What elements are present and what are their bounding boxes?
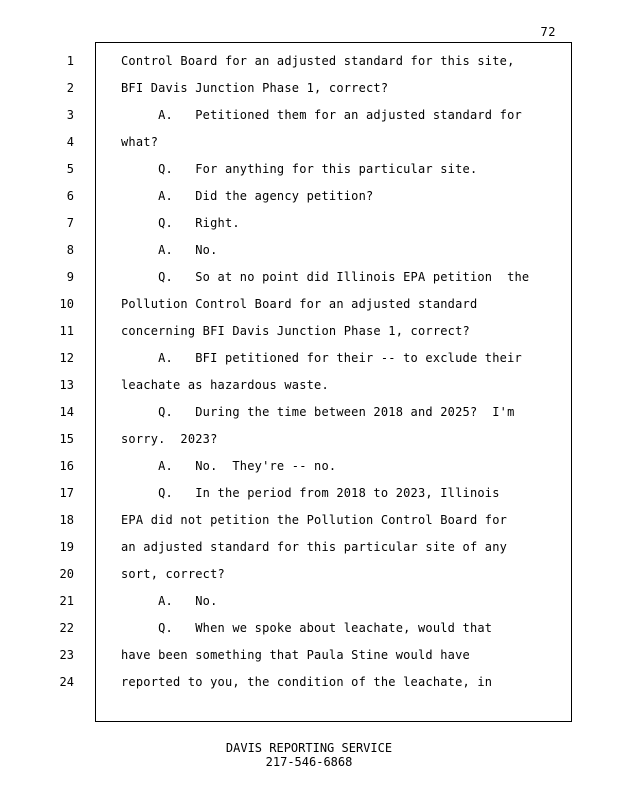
line-text: leachate as hazardous waste. bbox=[121, 378, 329, 392]
line-number: 2 bbox=[66, 81, 74, 95]
line-text: A. No. bbox=[121, 594, 218, 608]
line-text: an adjusted standard for this particular site of any bbox=[121, 540, 508, 554]
line-text: Q. In the period from 2018 to 2023, Illinois bbox=[121, 486, 500, 500]
line-number: 10 bbox=[59, 297, 74, 311]
transcript-line bbox=[0, 404, 618, 431]
line-text: what? bbox=[121, 135, 159, 149]
line-text: A. No. They're -- no. bbox=[121, 459, 337, 473]
line-text: concerning BFI Davis Junction Phase 1, correct? bbox=[121, 324, 470, 338]
transcript-line bbox=[0, 161, 618, 188]
line-text: sort, correct? bbox=[121, 567, 225, 581]
line-text: A. Did the agency petition? bbox=[121, 189, 374, 203]
line-number: 22 bbox=[59, 621, 74, 635]
line-number: 18 bbox=[59, 513, 74, 527]
line-number: 1 bbox=[66, 54, 74, 68]
line-number: 9 bbox=[66, 270, 74, 284]
footer-company: DAVIS REPORTING SERVICE bbox=[225, 741, 393, 755]
line-number: 6 bbox=[66, 189, 74, 203]
transcript-line bbox=[0, 296, 618, 323]
line-number: 13 bbox=[59, 378, 74, 392]
line-number: 17 bbox=[59, 486, 74, 500]
transcript-line bbox=[0, 323, 618, 350]
line-text: BFI Davis Junction Phase 1, correct? bbox=[121, 81, 389, 95]
line-number: 5 bbox=[66, 162, 74, 176]
transcript-line bbox=[0, 134, 618, 161]
transcript-line bbox=[0, 647, 618, 674]
line-number: 4 bbox=[66, 135, 74, 149]
transcript-line bbox=[0, 539, 618, 566]
line-number: 3 bbox=[66, 108, 74, 122]
transcript-line bbox=[0, 377, 618, 404]
transcript-line bbox=[0, 188, 618, 215]
transcript-line bbox=[0, 485, 618, 512]
line-number: 19 bbox=[59, 540, 74, 554]
line-text: Q. During the time between 2018 and 2025? I'm bbox=[121, 405, 515, 419]
line-text: A. BFI petitioned for their -- to exclude their bbox=[121, 351, 522, 365]
footer bbox=[0, 741, 618, 769]
line-number: 8 bbox=[66, 243, 74, 257]
line-text: A. Petitioned them for an adjusted standard for bbox=[121, 108, 522, 122]
page-number: 72 bbox=[540, 25, 556, 39]
line-text: EPA did not petition the Pollution Control Board for bbox=[121, 513, 508, 527]
transcript-line bbox=[0, 620, 618, 647]
line-text: Q. So at no point did Illinois EPA petition the bbox=[121, 270, 530, 284]
line-text: Q. Right. bbox=[121, 216, 240, 230]
transcript-line bbox=[0, 674, 618, 701]
transcript-line bbox=[0, 593, 618, 620]
line-number: 14 bbox=[59, 405, 74, 419]
transcript-line bbox=[0, 53, 618, 80]
transcript-line bbox=[0, 242, 618, 269]
line-number: 15 bbox=[59, 432, 74, 446]
line-text: Pollution Control Board for an adjusted standard bbox=[121, 297, 478, 311]
line-number: 24 bbox=[59, 675, 74, 689]
transcript-line bbox=[0, 80, 618, 107]
line-number: 12 bbox=[59, 351, 74, 365]
line-number: 21 bbox=[59, 594, 74, 608]
transcript-line bbox=[0, 431, 618, 458]
transcript-line bbox=[0, 107, 618, 134]
line-text: reported to you, the condition of the leachate, in bbox=[121, 675, 493, 689]
line-number: 23 bbox=[59, 648, 74, 662]
line-text: Q. When we spoke about leachate, would that bbox=[121, 621, 493, 635]
line-number: 7 bbox=[66, 216, 74, 230]
line-number: 16 bbox=[59, 459, 74, 473]
transcript-line bbox=[0, 269, 618, 296]
transcript-line bbox=[0, 458, 618, 485]
line-text: Control Board for an adjusted standard for this site, bbox=[121, 54, 515, 68]
transcript-line bbox=[0, 350, 618, 377]
line-text: have been something that Paula Stine would have bbox=[121, 648, 470, 662]
transcript-line bbox=[0, 512, 618, 539]
line-text: sorry. 2023? bbox=[121, 432, 218, 446]
footer-phone: 217-546-6868 bbox=[265, 755, 353, 769]
line-text: Q. For anything for this particular site. bbox=[121, 162, 478, 176]
transcript-line bbox=[0, 215, 618, 242]
line-number: 11 bbox=[59, 324, 74, 338]
line-number: 20 bbox=[59, 567, 74, 581]
line-text: A. No. bbox=[121, 243, 218, 257]
transcript-line bbox=[0, 566, 618, 593]
